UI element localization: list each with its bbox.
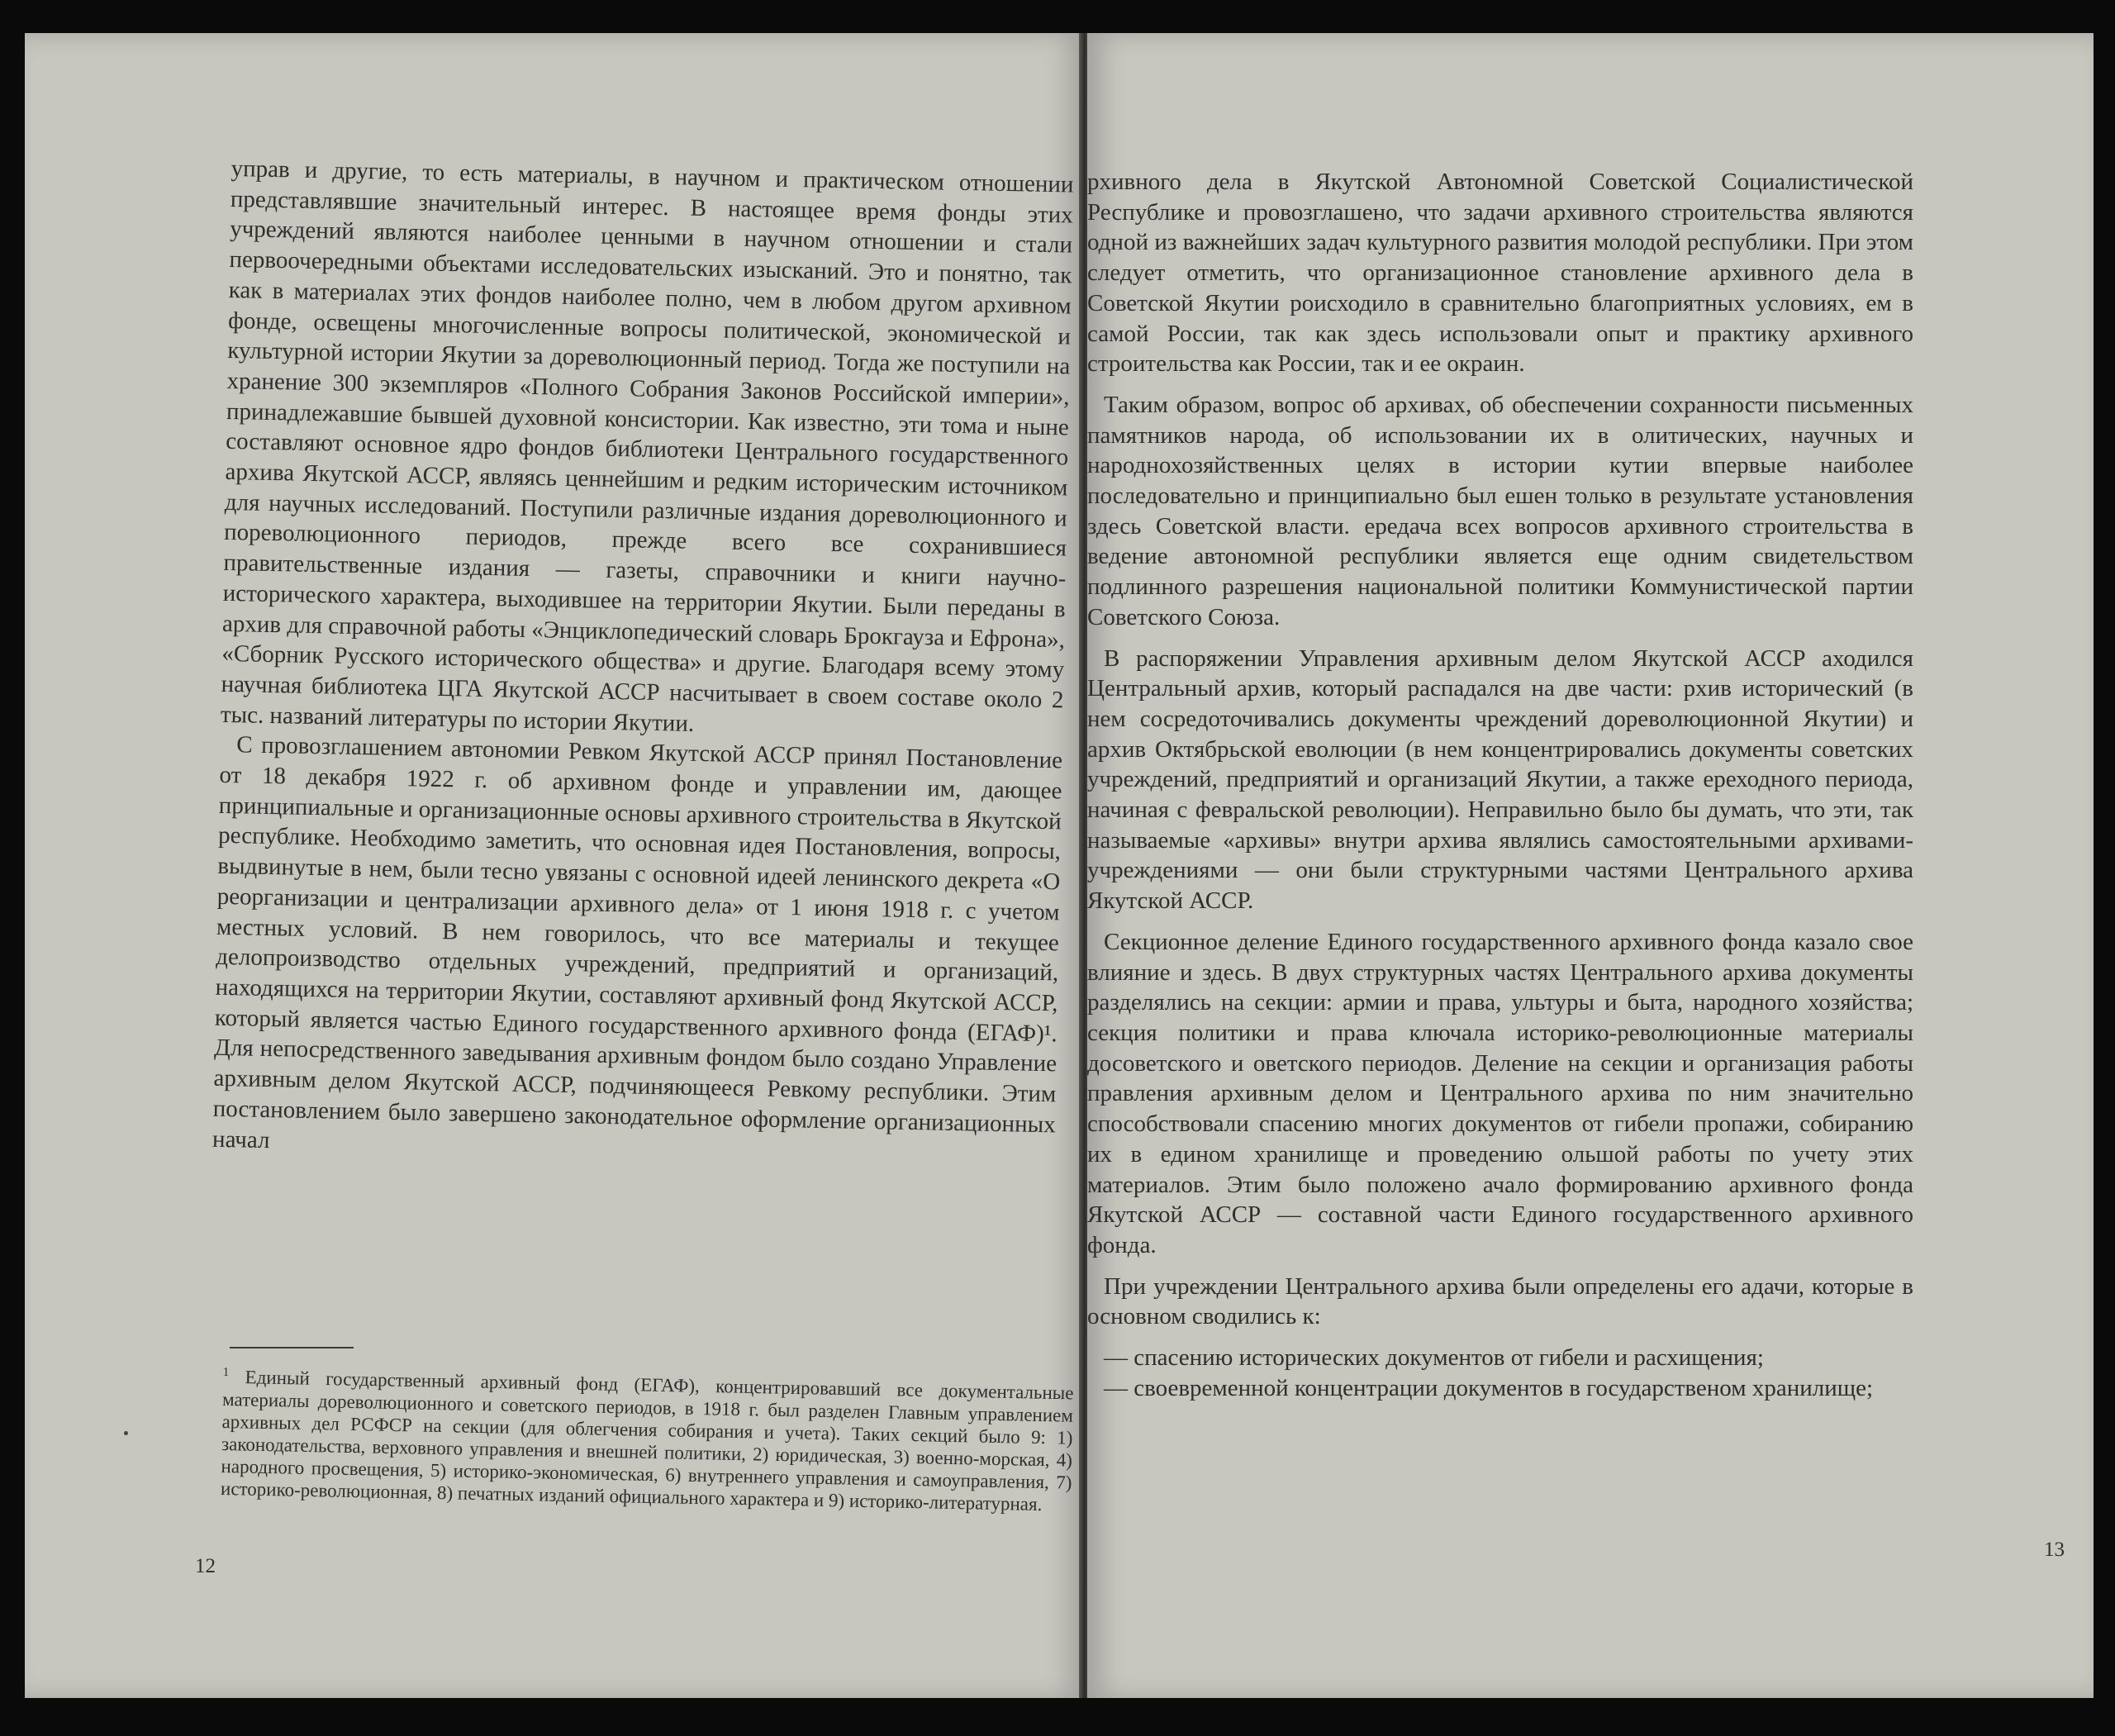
footnote-divider	[230, 1347, 354, 1348]
paragraph: управ и другие, то есть материалы, в научном и практическом отношении представлявшие значительный интерес. В настоящее время фонды этих учреждений являются наиболее ценными в научном отношении и стали первоочередными объектами исследовательских изысканий. Это и понятно, так как в материалах этих фондов наиболее полно, чем в любом другом архивном фонде, освещены многочисленные вопросы политической, экономической и культурной истории Якутии за дореволюционный период. Тогда же поступили на хранение 300 экземпляров «Полного Собрания Законов Российской империи», принадлежавшие бывшей духовной консистории. Как известно, эти тома и ныне составляют основное ядро фондов библиотеки Центрального государственного архива Якутской АССР, являясь ценнейшим и редким историческим источником для научных исследований. Поступили различные издания дореволюционного и пореволюционного периодов, прежде всего все сохранившиеся правительственные издания — газеты, справочники и книги научно-исторического характера, выходившее на территории Якутии. Были переданы в архив для справочной работы «Энциклопедический словарь Брокгауза и Ефрона», «Сборник Русского исторического общества» и другие. Благодаря всему этому научная библиотека ЦГА Якутской АССР насчитывает в своем составе около 2 тыс. названий литературы по истории Якутии.	[220, 155, 1074, 737]
page-number: 13	[2044, 1539, 2065, 1561]
left-page	[25, 33, 1084, 1698]
right-page-text	[1087, 167, 1913, 1403]
paragraph: В распоряжении Управления архивным делом Якутской АССР аходился Центральный архив, который распадался на две части: рхив исторический (в нем сосредоточивались документы чреждений дореволюционной Якутии) и архив Октябрьской еволюции (в нем концентрировались документы советских учреждений, предприятий и организаций Якутии, а также ереходного периода, начиная с февральской революции). Неправильно было бы думать, что эти, так называемые «архивы» внутри архива являлись самостоятельными архивами-учреждениями — они были структурными частями Центрального архива Якутской АССР.	[1087, 644, 1913, 915]
list-item: — спасению исторических документов от гибели и расхищения;	[1104, 1344, 1764, 1372]
list-item: — своевременной концентрации документов в государственом хранилище;	[1104, 1374, 1874, 1401]
paragraph: Секционное деление Единого государственного архивного фонда казало свое влияние и здесь. В двух структурных частях Центрального архива документы разделялись на секции: армии и права, ультуры и быта, народного хозяйства; секция политики и права ключала историко-революционные материалы досоветского и оветского периодов. Деление на секции и организация работы правления архивным делом и Центрального архива по ним значительно способствовали спасению многих документов от гибели пропажи, собиранию их в едином хранилище и проведению ольшой работы по учету этих материалов. Этим было положено ачало формированию архивного фонда Якутской АССР — составной части Единого государственного архивного фонда.	[1087, 928, 1913, 1258]
right-page	[1087, 33, 2094, 1698]
footnote-marker: 1	[222, 1365, 230, 1380]
footnote-text: Единый государственный архивный фонд (ЕГАФ), концентрировавший все документальные материалы дореволюционного и советского периодов, в 1918 г. был разделен Главным управлением архивных дел РСФСР на секции (для облегчения собирания и учета). Таких секций было 9: 1) законодательства, верховного управления и внешней политики, 2) юридическая, 3) военно-морская, 4) народного просвещения, 5) историко-экономическая, 6) внутреннего управления и самоуправления, 7) историко-революционная, 8) печатных изданий официального характера и 9) историко-литературная.	[220, 1367, 1074, 1515]
paper-speck	[124, 1431, 128, 1435]
paragraph: Таким образом, вопрос об архивах, об обеспечении сохранности письменных памятников народа, об использовании их в олитических, научных и народнохозяйственных целях в истории кутии впервые наиболее последовательно и принципиально был ешен только в результате установления здесь Советской власти. ередача всех вопросов архивного строительства в ведение автономной республики является еще одним свидетельством подлинного разрешения национальной политики Коммунистической партии Советского Союза.	[1087, 391, 1913, 630]
left-page-text	[212, 154, 1074, 1171]
paragraph: С провозглашением автономии Ревком Якутской АССР принял Постановление от 18 декабря 1922 г. об архивном фонде и управлении им, дающее принципиальные и организационные основы архивного строительства в Якутской республике. Необходимо заметить, что основная идея Постановления, вопросы, выдвинутые в нем, были тесно увязаны с основной идеей ленинского декрета «О реорганизации и централизации архивного дела» от 1 июня 1918 г. с учетом местных условий. В нем говорилось, что все материалы и текущее делопроизводство отдельных учреждений, предприятий и организаций, находящихся на территории Якутии, составляют архивный фонд Якутской АССР, который является частью Единого государственного архивного фонда (ЕГАФ)¹. Для непосредственного заведывания архивным фондом было создано Управление архивным делом Якутской АССР, подчиняющееся Ревкому республики. Этим постановлением было завершено законодательное оформление организационных начал	[212, 731, 1063, 1153]
paragraph: рхивного дела в Якутской Автономной Советской Социалистической Республике и провозглашено, что задачи архивного строительства являются одной из важнейших задач культурного развития молодой республики. При этом следует отметить, что организационное становление архивного дела в Советской Якутии роисходило в сравнительно благоприятных условиях, ем в самой России, так как здесь использовали опыт и практику архивного строительства как России, так и ее окраин.	[1087, 169, 1913, 378]
page-number: 12	[195, 1555, 216, 1577]
paragraph: При учреждении Центрального архива были определены его адачи, которые в основном сводились к:	[1087, 1272, 1913, 1330]
footnote	[221, 1362, 1074, 1515]
